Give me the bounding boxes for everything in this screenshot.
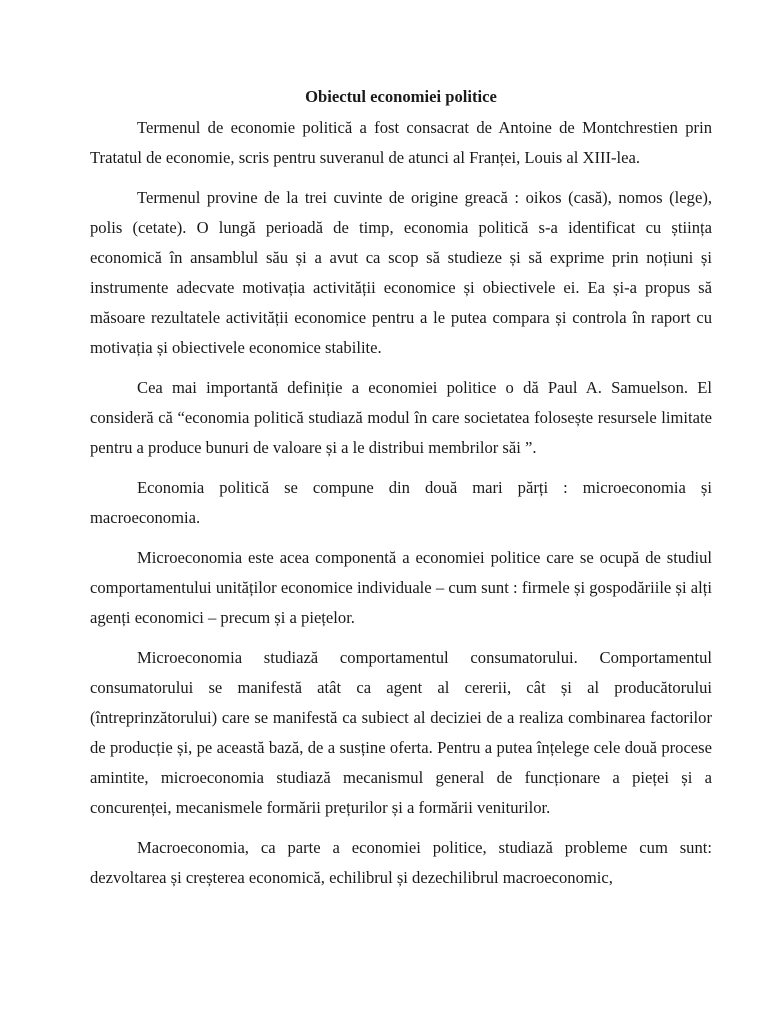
paragraph-6: Microeconomia studiază comportamentul consumatorului. Comportamentul consumatorului se manifestă atât ca agent al cererii, cât și al producătorului (întreprinzătorului) care se manifestă ca subiect al deciziei de a realiza combinarea factorilor de producție și, pe această bază, de a susține oferta. Pentru a putea înțelege cele două procese amintite, microeconomia studiază mecanismul general de funcționare a pieței și a concurenței, mecanismele formării prețurilor și a formării veniturilor. <box>90 648 712 817</box>
paragraph-5: Microeconomia este acea componentă a economiei politice care se ocupă de studiul comportamentului unităților economice individuale – cum sunt : firmele și gospodăriile și alți agenți economici – precum și a piețelor. <box>90 548 712 627</box>
paragraph-1: Termenul de economie politică a fost consacrat de Antoine de Montchrestien prin Tratatul de economie, scris pentru suveranul de atunci al Franței, Louis al XIII-lea. <box>90 118 712 167</box>
paragraph-4: Economia politică se compune din două mari părți : microeconomia și macroeconomia. <box>90 478 712 527</box>
paragraph-2: Termenul provine de la trei cuvinte de origine greacă : oikos (casă), nomos (lege), polis (cetate). O lungă perioadă de timp, economia politică s-a identificat cu știința economică în ansamblul său și a avut ca scop să studieze și să exprime prin noțiuni și instrumente adecvate motivația activității economice și obiectivele ei. Ea și-a propus să măsoare rezultatele activității economice pentru a le putea compara și controla în raport cu motivația și obiectivele economice stabilite. <box>90 188 712 357</box>
document-title: Obiectul economiei politice <box>305 87 497 106</box>
paragraph-3: Cea mai importantă definiție a economiei politice o dă Paul A. Samuelson. El consideră că “economia politică studiază modul în care societatea folosește resursele limitate pentru a produce bunuri de valoare și a le distribui membrilor săi ”. <box>90 378 712 457</box>
paragraph-7: Macroeconomia, ca parte a economiei politice, studiază probleme cum sunt: dezvoltarea și creșterea economică, echilibrul și dezechilibrul macroeconomic, <box>90 838 712 887</box>
